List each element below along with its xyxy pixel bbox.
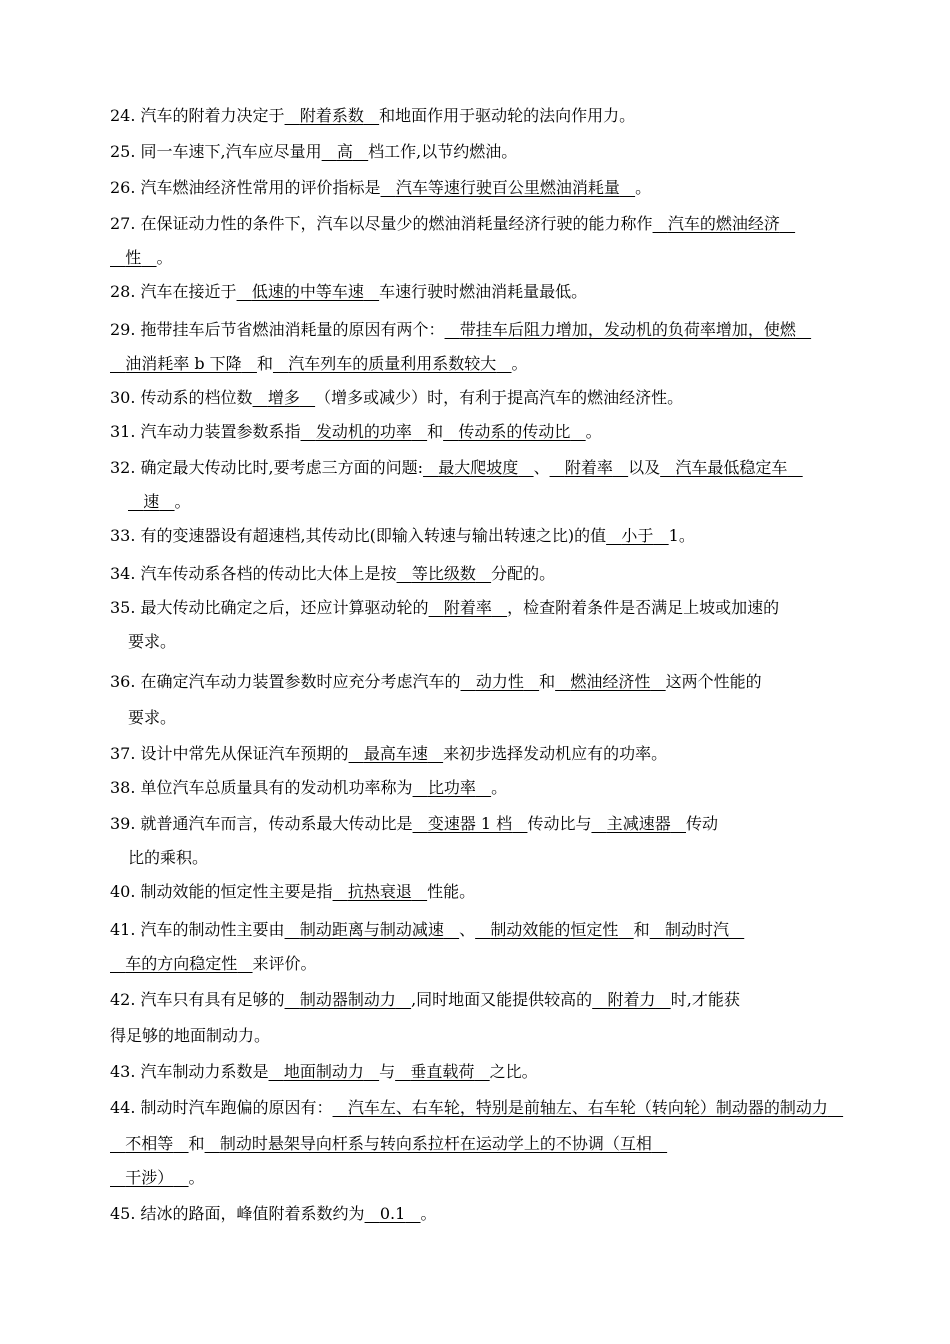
question-number: 44. xyxy=(110,1098,141,1117)
question-text: 同一车速下,汽车应尽量用 xyxy=(140,142,322,161)
answer-blank: 附着率 xyxy=(564,458,613,477)
question-number: 35. xyxy=(110,598,141,617)
question-number: 26. xyxy=(110,178,141,197)
answer-blank: 汽车的燃油经济 xyxy=(667,214,780,233)
question-number: 27. xyxy=(110,214,141,233)
question-39-cont xyxy=(128,840,868,876)
question-number: 41. xyxy=(110,920,141,939)
answer-blank: 带挂车后阻力增加，发动机的负荷率增加，使燃 xyxy=(459,320,796,339)
answer-blank: 0.1 xyxy=(379,1204,406,1223)
answer-blank: 变速器 1 档 xyxy=(427,814,513,833)
question-text: 汽车在接近于 xyxy=(140,282,237,301)
question-text: 有的变速器设有超速档,其传动比(即输入转速与输出转速之比)的值 xyxy=(140,526,607,545)
answer-blank: 增多 xyxy=(267,388,300,407)
question-35-cont xyxy=(128,624,868,660)
question-42 xyxy=(110,982,850,1018)
question-text: 、 xyxy=(459,920,476,939)
question-text: 要求。 xyxy=(128,708,177,727)
question-text: 传动 xyxy=(686,814,719,833)
question-text: 。 xyxy=(188,1168,205,1187)
question-43 xyxy=(110,1054,850,1090)
question-text: ，检查附着条件是否满足上坡或加速的 xyxy=(507,598,780,617)
question-text: 比的乘积。 xyxy=(128,848,209,867)
question-text: 确定最大传动比时,要考虑三方面的问题: xyxy=(140,458,424,477)
question-text: 与 xyxy=(379,1062,396,1081)
question-number: 40. xyxy=(110,882,141,901)
question-27-cont xyxy=(110,240,850,276)
answer-blank: 制动器制动力 xyxy=(299,990,396,1009)
question-number: 45. xyxy=(110,1204,141,1223)
question-number: 31. xyxy=(110,422,141,441)
answer-blank: 燃油经济性 xyxy=(570,672,651,691)
question-text: 传动系的档位数 xyxy=(140,388,253,407)
question-text: 和 xyxy=(539,672,556,691)
question-35 xyxy=(110,590,850,626)
answer-blank: 不相等 xyxy=(125,1134,174,1153)
question-text: 分配的。 xyxy=(491,564,556,583)
question-text: 单位汽车总质量具有的发动机功率称为 xyxy=(140,778,413,797)
answer-blank: 抗热衰退 xyxy=(347,882,412,901)
question-number: 25. xyxy=(110,142,141,161)
question-29-cont xyxy=(110,346,850,382)
question-text: 。 xyxy=(491,778,508,797)
question-text: 传动比与 xyxy=(527,814,592,833)
question-text: 。 xyxy=(585,422,602,441)
question-text: 汽车制动力系数是 xyxy=(140,1062,269,1081)
question-text: 和 xyxy=(188,1134,205,1153)
answer-blank: 附着率 xyxy=(443,598,492,617)
answer-blank: 垂直载荷 xyxy=(410,1062,475,1081)
question-29 xyxy=(110,312,850,348)
question-44-cont xyxy=(110,1160,850,1196)
question-number: 43. xyxy=(110,1062,141,1081)
question-38 xyxy=(110,770,850,806)
answer-blank: 小于 xyxy=(621,526,654,545)
answer-blank: 附着系数 xyxy=(299,106,364,125)
answer-blank: 主减速器 xyxy=(606,814,671,833)
question-number: 32. xyxy=(110,458,141,477)
question-text: 。 xyxy=(420,1204,437,1223)
question-number: 42. xyxy=(110,990,141,1009)
question-text: 来初步选择发动机应有的功率。 xyxy=(443,744,668,763)
question-text: 档工作,以节约燃油。 xyxy=(368,142,518,161)
question-text: 1。 xyxy=(668,526,695,545)
question-number: 37. xyxy=(110,744,141,763)
answer-blank: 传动系的传动比 xyxy=(458,422,571,441)
question-text: 、 xyxy=(533,458,550,477)
question-text: 以及 xyxy=(628,458,661,477)
answer-blank: 比功率 xyxy=(427,778,476,797)
answer-blank: 制动距离与制动减速 xyxy=(299,920,444,939)
question-32 xyxy=(110,450,850,486)
question-text: 。 xyxy=(635,178,652,197)
question-text: 汽车传动系各档的传动比大体上是按 xyxy=(140,564,397,583)
question-text: 。 xyxy=(174,492,191,511)
question-number: 38. xyxy=(110,778,141,797)
answer-blank: 附着力 xyxy=(607,990,656,1009)
question-text: 汽车的附着力决定于 xyxy=(140,106,285,125)
question-28 xyxy=(110,274,850,310)
question-text: 汽车只有具有足够的 xyxy=(140,990,285,1009)
answer-blank: 汽车左、右车轮，特别是前轴左、右车轮（转向轮）制动器的制动力 xyxy=(347,1098,828,1117)
question-24 xyxy=(110,98,850,134)
question-text: 。 xyxy=(156,248,173,267)
question-41-cont xyxy=(110,946,850,982)
question-text: 和 xyxy=(633,920,650,939)
answer-blank: 速 xyxy=(143,492,160,511)
answer-blank: 动力性 xyxy=(475,672,524,691)
question-39 xyxy=(110,806,850,842)
question-text: 汽车的制动性主要由 xyxy=(140,920,285,939)
question-33 xyxy=(110,518,850,554)
question-text: 最大传动比确定之后，还应计算驱动轮的 xyxy=(140,598,429,617)
question-34 xyxy=(110,556,850,592)
question-text: 制动效能的恒定性主要是指 xyxy=(140,882,333,901)
question-36 xyxy=(110,664,850,700)
question-44 xyxy=(110,1090,850,1126)
question-text: 结冰的路面，峰值附着系数约为 xyxy=(140,1204,365,1223)
question-text: 性能。 xyxy=(427,882,476,901)
question-text: 和 xyxy=(427,422,444,441)
question-text: 来评价。 xyxy=(252,954,317,973)
answer-blank: 制动时悬架导向杆系与转向系拉杆在运动学上的不协调（互相 xyxy=(219,1134,652,1153)
question-number: 36. xyxy=(110,672,141,691)
question-text: 车速行驶时燃油消耗量最低。 xyxy=(379,282,588,301)
question-text: 汽车动力装置参数系指 xyxy=(140,422,301,441)
answer-blank: 最高车速 xyxy=(363,744,428,763)
question-text: 就普通汽车而言，传动系最大传动比是 xyxy=(140,814,413,833)
answer-blank: 等比级数 xyxy=(411,564,476,583)
question-26 xyxy=(110,170,850,206)
question-number: 33. xyxy=(110,526,141,545)
answer-blank: 汽车列车的质量利用系数较大 xyxy=(288,354,497,373)
question-number: 28. xyxy=(110,282,141,301)
question-31 xyxy=(110,414,850,450)
answer-blank: 地面制动力 xyxy=(283,1062,364,1081)
question-text: 和地面作用于驱动轮的法向作用力。 xyxy=(379,106,636,125)
question-text: （增多或减少）时，有利于提高汽车的燃油经济性。 xyxy=(315,388,684,407)
question-text: 制动时汽车跑偏的原因有： xyxy=(140,1098,333,1117)
question-text: 。 xyxy=(511,354,528,373)
question-number: 24. xyxy=(110,106,141,125)
answer-blank: 制动时汽 xyxy=(664,920,729,939)
question-number: 34. xyxy=(110,564,141,583)
question-text: 汽车燃油经济性常用的评价指标是 xyxy=(140,178,381,197)
question-40 xyxy=(110,874,850,910)
question-text: 得足够的地面制动力。 xyxy=(110,1026,271,1045)
question-text: 要求。 xyxy=(128,632,177,651)
question-27 xyxy=(110,206,850,242)
answer-blank: 干涉） xyxy=(125,1168,174,1187)
answer-blank: 最大爬坡度 xyxy=(438,458,519,477)
question-37 xyxy=(110,736,850,772)
question-text: 和 xyxy=(256,354,273,373)
answer-blank: 低速的中等车速 xyxy=(251,282,364,301)
answer-blank: 车的方向稳定性 xyxy=(125,954,238,973)
question-number: 39. xyxy=(110,814,141,833)
question-number: 30. xyxy=(110,388,141,407)
question-42-cont xyxy=(110,1018,850,1054)
question-30 xyxy=(110,380,850,416)
question-text: ,同时地面又能提供较高的 xyxy=(411,990,593,1009)
question-text: 在保证动力性的条件下，汽车以尽量少的燃油消耗量经济行驶的能力称作 xyxy=(140,214,653,233)
question-text: 之比。 xyxy=(489,1062,538,1081)
question-41 xyxy=(110,912,850,948)
question-25 xyxy=(110,134,850,170)
answer-blank: 制动效能的恒定性 xyxy=(490,920,619,939)
answer-blank: 高 xyxy=(336,142,353,161)
question-36-cont xyxy=(128,700,868,736)
answer-blank: 汽车等速行驶百公里燃油消耗量 xyxy=(395,178,620,197)
question-number: 29. xyxy=(110,320,141,339)
question-45 xyxy=(110,1196,850,1232)
question-text: 拖带挂车后节省燃油消耗量的原因有两个： xyxy=(140,320,445,339)
question-text: 在确定汽车动力装置参数时应充分考虑汽车的 xyxy=(140,672,461,691)
answer-blank: 发动机的功率 xyxy=(315,422,412,441)
answer-blank: 性 xyxy=(125,248,142,267)
answer-blank: 汽车最低稳定车 xyxy=(675,458,788,477)
question-text: 设计中常先从保证汽车预期的 xyxy=(140,744,349,763)
question-text: 时,才能获 xyxy=(670,990,740,1009)
question-44-cont xyxy=(110,1126,850,1162)
question-text: 这两个性能的 xyxy=(665,672,762,691)
question-32-cont xyxy=(128,484,868,520)
answer-blank: 油消耗率 b 下降 xyxy=(125,354,242,373)
